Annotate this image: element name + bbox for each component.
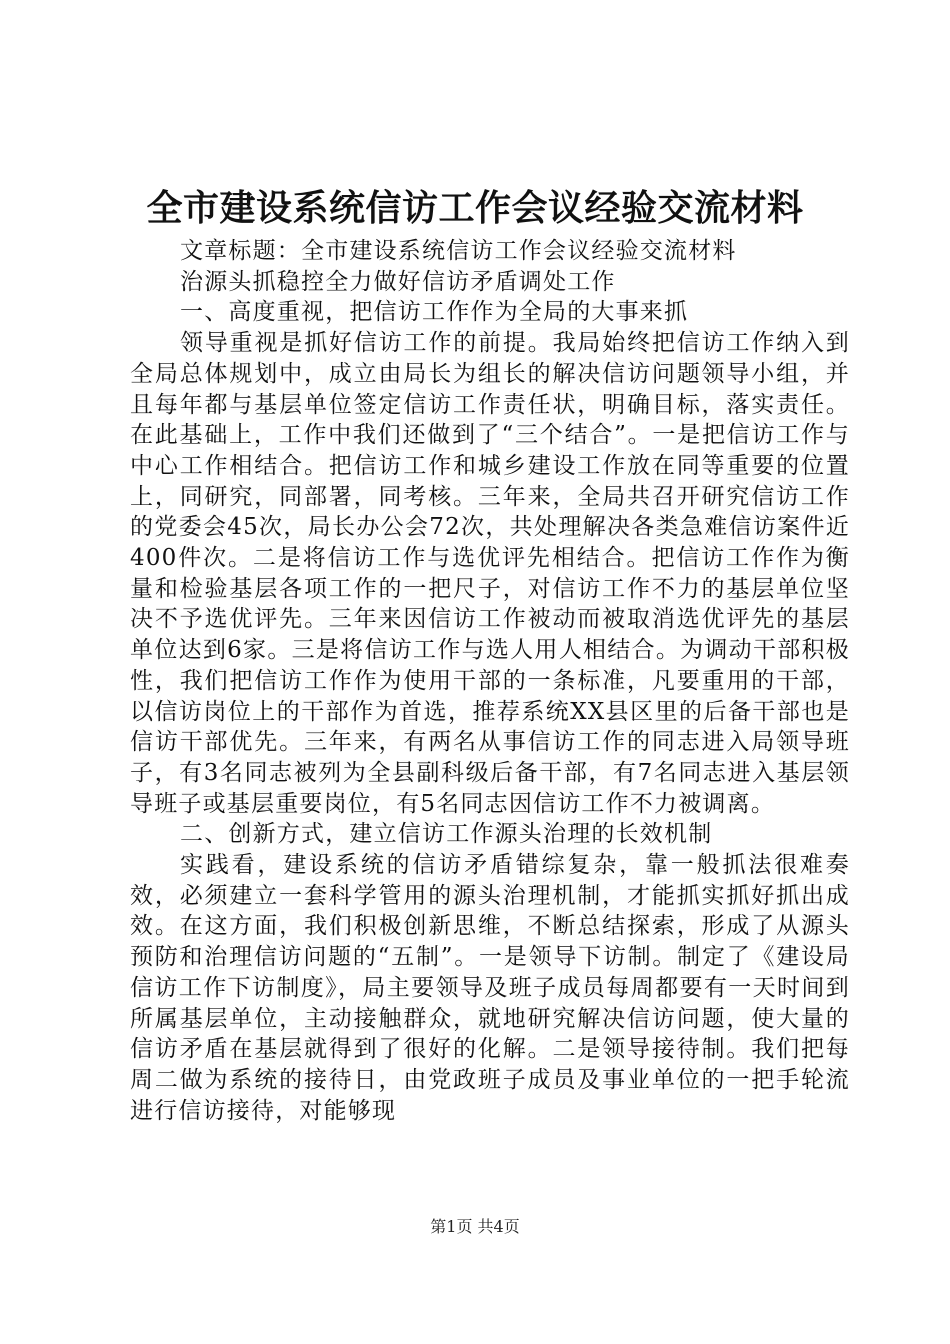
page-number-label: 第1页 共4页: [430, 1217, 520, 1236]
section-1-heading: 一、高度重视，把信访工作作为全局的大事来抓: [180, 299, 689, 326]
page-footer: [0, 1217, 950, 1237]
document-body: [130, 236, 850, 1126]
subtitle-line: 治源头抓稳控全力做好信访矛盾调处工作: [180, 268, 616, 295]
article-title-line: 文章标题：全市建设系统信访工作会议经验交流材料: [180, 238, 737, 264]
section-2-paragraph: 实践看，建设系统的信访矛盾错综复杂，靠一般抓法很难奏效，必须建立一套科学管用的源头治理机制，才能抓实抓好抓出成效。在这方面，我们积极创新思维，不断总结探索，形成了从源头预防和治理信访问题的“五制”。一是领导下访制。制定了《建设局信访工作下访制度》，局主要领导及班子成员每周都要有一天时间到所属基层单位，主动接触群众，就地研究解决信访问题，使大量的信访矛盾在基层就得到了很好的化解。二是领导接待制。我们把每周二做为系统的接待日，由党政班子成员及事业单位的一把手轮流进行信访接待，对能够现: [130, 852, 850, 1124]
section-1-paragraph: 领导重视是抓好信访工作的前提。我局始终把信访工作纳入到全局总体规划中，成立由局长为组长的解决信访问题领导小组，并且每年都与基层单位签定信访工作责任状，明确目标，落实责任。在此基础上，工作中我们还做到了“三个结合”。一是把信访工作与中心工作相结合。把信访工作和城乡建设工作放在同等重要的位置上，同研究，同部署，同考核。三年来，全局共召开研究信访工作的党委会45次，局长办公会72次，共处理解决各类急难信访案件近400件次。二是将信访工作与选优评先相结合。把信访工作作为衡量和检验基层各项工作的一把尺子，对信访工作不力的基层单位坚决不予选优评先。三年来因信访工作被动而被取消选优评先的基层单位达到6家。三是将信访工作与选人用人相结合。为调动干部积极性，我们把信访工作作为使用干部的一条标准，凡要重用的干部，以信访岗位上的干部作为首选，推荐系统XX县区里的后备干部也是信访干部优先。三年来，有两名从事信访工作的同志进入局领导班子，有3名同志被列为全县副科级后备干部，有7名同志进入基层领导班子或基层重要岗位，有5名同志因信访工作不力被调离。: [130, 330, 850, 817]
document-title: 全市建设系统信访工作会议经验交流材料: [146, 187, 804, 229]
section-2-heading: 二、创新方式，建立信访工作源头治理的长效机制: [180, 821, 713, 848]
